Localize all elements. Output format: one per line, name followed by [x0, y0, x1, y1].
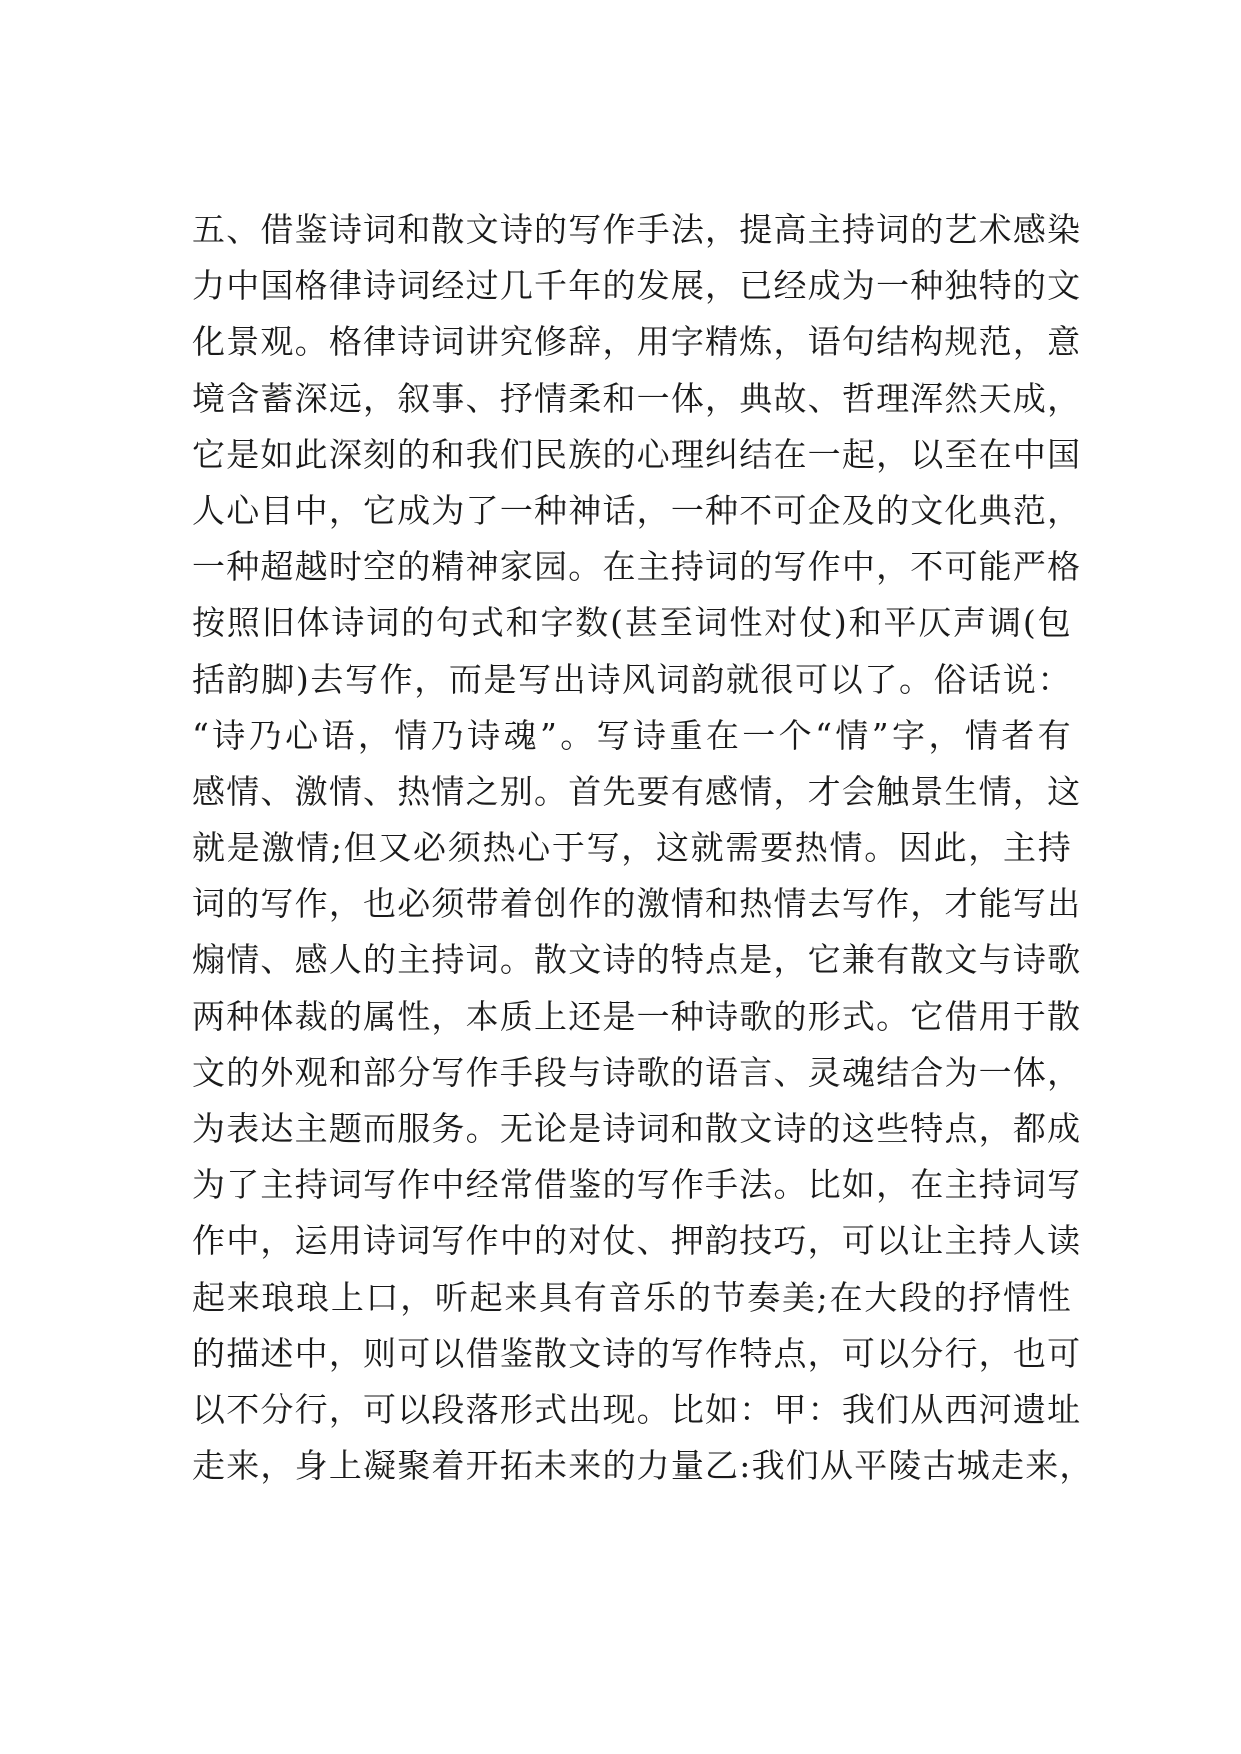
text-line: 括 韵 脚 ) 去 写 作 ， 而 是 写 出 诗 风 词 韵 就 很 可 以 了 。 俗 话 说 ： — [192, 659, 1072, 699]
text-line: 它 是 如 此 深 刻 的 和 我 们 民 族 的 心 理 纠 结 在 一 起 ， 以 至 在 中 国 — [192, 434, 1082, 474]
text-line: 起 来 琅 琅 上 口 ， 听 起 来 具 有 音 乐 的 节 奏 美 ; 在 大 段 的 抒 情 性 — [192, 1277, 1072, 1317]
text-line: 文 的 外 观 和 部 分 写 作 手 段 与 诗 歌 的 语 言 、 灵 魂 结 合 为 一 体 ， — [192, 1052, 1082, 1092]
text-line: 一 种 超 越 时 空 的 精 神 家 园 。 在 主 持 词 的 写 作 中 ， 不 可 能 严 格 — [192, 547, 1082, 587]
text-line: 人 心 目 中 ， 它 成 为 了 一 种 神 话 ， 一 种 不 可 企 及 的 文 化 典 范 ， — [192, 490, 1082, 530]
text-line: 的 描 述 中 ， 则 可 以 借 鉴 散 文 诗 的 写 作 特 点 ， 可 以 分 行 ， 也 可 — [192, 1333, 1082, 1373]
text-line: 词 的 写 作 ， 也 必 须 带 着 创 作 的 激 情 和 热 情 去 写 作 ， 才 能 写 出 — [192, 884, 1082, 924]
text-line: 感 情 、 激 情 、 热 情 之 别 。 首 先 要 有 感 情 ， 才 会 触 景 生 情 ， 这 — [192, 771, 1082, 811]
text-line: “ 诗 乃 心 语 ， 情 乃 诗 魂 ” 。 写 诗 重 在 一 个 “ 情 ” 字 ， 情 者 有 — [192, 715, 1072, 755]
text-line: 煽 情 、 感 人 的 主 持 词 。 散 文 诗 的 特 点 是 ， 它 兼 有 散 文 与 诗 歌 — [192, 940, 1082, 980]
text-line: 五 、 借 鉴 诗 词 和 散 文 诗 的 写 作 手 法 ， 提 高 主 持 词 的 艺 术 感 染 — [192, 210, 1082, 249]
text-line: 以 不 分 行 ， 可 以 段 落 形 式 出 现 。 比 如 ： 甲 ： 我 们 从 西 河 遗 址 — [192, 1389, 1082, 1429]
text-line: 两 种 体 裁 的 属 性 ， 本 质 上 还 是 一 种 诗 歌 的 形 式 。 它 借 用 于 散 — [192, 996, 1082, 1036]
text-line: 力 中 国 格 律 诗 词 经 过 几 千 年 的 发 展 ， 已 经 成 为 一 种 独 特 的 文 — [192, 266, 1082, 306]
text-line: 为 表 达 主 题 而 服 务 。 无 论 是 诗 词 和 散 文 诗 的 这 些 特 点 ， 都 成 — [192, 1109, 1082, 1148]
text-line: 作 中 ， 运 用 诗 词 写 作 中 的 对 仗 、 押 韵 技 巧 ， 可 以 让 主 持 人 读 — [192, 1221, 1082, 1261]
text-line: 境 含 蓄 深 远 ， 叙 事 、 抒 情 柔 和 一 体 ， 典 故 、 哲 理 浑 然 天 成 ， — [192, 378, 1082, 418]
text-line: 就 是 激 情 ; 但 又 必 须 热 心 于 写 ， 这 就 需 要 热 情 。 因 此 ， 主 持 — [192, 828, 1072, 868]
text-line: 为 了 主 持 词 写 作 中 经 常 借 鉴 的 写 作 手 法 。 比 如 ， 在 主 持 词 写 — [192, 1165, 1082, 1205]
text-line: 按 照 旧 体 诗 词 的 句 式 和 字 数 ( 甚 至 词 性 对 仗 ) 和 平 仄 声 调 ( 包 — [192, 603, 1072, 643]
text-line: 化 景 观 。 格 律 诗 词 讲 究 修 辞 ， 用 字 精 炼 ， 语 句 结 构 规 范 ， 意 — [192, 322, 1082, 362]
body-text — [192, 202, 1094, 1494]
text-line: 走 来 ， 身 上 凝 聚 着 开 拓 未 来 的 力 量 乙 : 我 们 从 平 陵 古 城 走 来 ， — [192, 1446, 1094, 1486]
